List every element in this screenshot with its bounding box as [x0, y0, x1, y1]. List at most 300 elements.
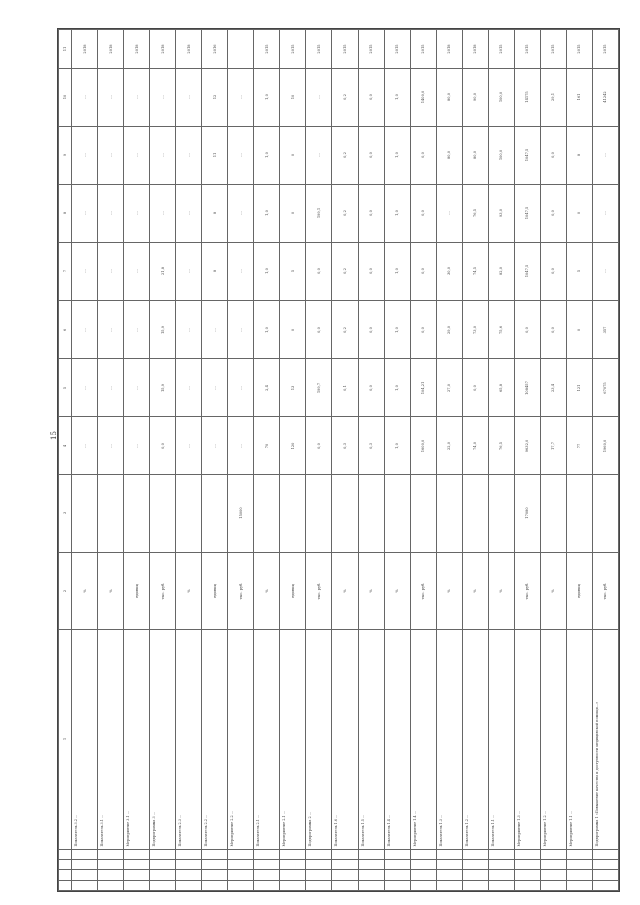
- cell-text: 120: [290, 442, 295, 450]
- index-cell: [150, 880, 176, 890]
- cell-text: тыс. руб.: [160, 582, 165, 600]
- index-cell: [202, 870, 228, 880]
- row-index-cell: [59, 849, 72, 859]
- table-cell-v8: [384, 30, 410, 69]
- cell-text: …: [238, 385, 243, 390]
- table-cell-v2: [384, 359, 410, 417]
- cell-text: 11: [212, 153, 217, 158]
- table-cell-v5: [514, 184, 540, 242]
- table-cell-code: [124, 475, 150, 552]
- table-cell-code: [202, 475, 228, 552]
- table-cell-v1: [254, 417, 280, 475]
- index-cell: [176, 870, 202, 880]
- cell-text: …: [186, 153, 191, 158]
- table-cell-v3: [540, 301, 566, 359]
- cell-text: 27,0: [447, 383, 452, 392]
- table-cell-desc: [72, 630, 98, 849]
- table-cell-v4: [462, 242, 488, 300]
- table-cell-v5: [592, 184, 618, 242]
- cell-text: …: [108, 269, 113, 274]
- cell-text: 108457: [525, 380, 530, 395]
- cell-text: %: [342, 589, 347, 593]
- cell-text: 1,0: [394, 268, 399, 275]
- cell-text: …: [238, 327, 243, 332]
- table-cell-v6: [72, 126, 98, 184]
- table-cell-desc: [150, 630, 176, 849]
- table-cell-v2: [332, 359, 358, 417]
- cell-text: 0,0: [368, 326, 373, 333]
- cell-text: 41242: [603, 91, 608, 103]
- document-sheet: [57, 28, 620, 892]
- index-cell: [384, 880, 410, 890]
- table-row: [59, 417, 619, 475]
- row-index-cell: [59, 68, 72, 126]
- cell-text: Подпрограмма 3 …: [152, 812, 157, 847]
- table-cell-unit: [332, 552, 358, 629]
- table-cell-v4: [436, 242, 462, 300]
- table-cell-v2: [462, 359, 488, 417]
- index-cell: [124, 849, 150, 859]
- cell-text: 0,0: [368, 384, 373, 391]
- cell-text: …: [134, 327, 139, 332]
- table-cell-v5: [566, 184, 592, 242]
- index-cell: [306, 870, 332, 880]
- table-cell-v8: [72, 30, 98, 69]
- table-cell-v1: [72, 417, 98, 475]
- table-cell-code: [72, 475, 98, 552]
- index-cell: [254, 859, 280, 869]
- table-cell-desc: [462, 630, 488, 849]
- cell-text: 1,0: [264, 94, 269, 101]
- cell-text: 0,0: [551, 152, 556, 159]
- table-cell-code: [540, 475, 566, 552]
- index-cell: [462, 859, 488, 869]
- index-cell: [514, 859, 540, 869]
- table-cell-v3: [566, 301, 592, 359]
- cell-text: 30,0: [447, 267, 452, 276]
- cell-text: …: [447, 211, 452, 216]
- row-index-cell: [59, 880, 72, 890]
- table-cell-v1: [462, 417, 488, 475]
- index-cell: [358, 880, 384, 890]
- table-cell-v1: [358, 417, 384, 475]
- table-cell-v1: [488, 417, 514, 475]
- table-row: [59, 552, 619, 629]
- index-cell: [202, 880, 228, 890]
- cell-text: единиц: [290, 584, 295, 598]
- cell-text: …: [108, 385, 113, 390]
- cell-text: 0,0: [316, 326, 321, 333]
- index-cell: [462, 849, 488, 859]
- cell-text: 8: [212, 212, 217, 215]
- cell-text: Подпрограмма 2 …: [308, 812, 313, 847]
- table-cell-v3: [384, 301, 410, 359]
- table-cell-v7: [228, 68, 254, 126]
- cell-text: …: [134, 211, 139, 216]
- table-cell-unit: [254, 552, 280, 629]
- table-cell-v3: [202, 301, 228, 359]
- index-cell: [358, 870, 384, 880]
- table-cell-v7: [280, 68, 306, 126]
- table-cell-v2: [280, 359, 306, 417]
- table-cell-v1: [280, 417, 306, 475]
- cell-text: 1,0: [264, 268, 269, 275]
- table-cell-v5: [332, 184, 358, 242]
- table-cell-v1: [592, 417, 618, 475]
- table-cell-v4: [150, 242, 176, 300]
- table-cell-v7: [358, 68, 384, 126]
- cell-text: 82,0: [499, 267, 504, 276]
- cell-text: …: [238, 443, 243, 448]
- cell-text: 0,3: [368, 442, 373, 449]
- table-cell-v3: [228, 301, 254, 359]
- cell-text: …: [186, 327, 191, 332]
- table-cell-v2: [176, 359, 202, 417]
- cell-text: тыс. руб.: [603, 582, 608, 600]
- cell-text: 93,0: [499, 209, 504, 218]
- cell-text: …: [82, 153, 87, 158]
- cell-text: 0,0: [551, 326, 556, 333]
- cell-text: 2018: [134, 44, 139, 54]
- table-cell-v1: [514, 417, 540, 475]
- index-cell: [124, 859, 150, 869]
- index-cell: [176, 880, 202, 890]
- table-cell-code: [410, 475, 436, 552]
- index-cell: [436, 859, 462, 869]
- cell-text: единиц: [577, 584, 582, 598]
- table-cell-v1: [124, 417, 150, 475]
- index-cell: [540, 880, 566, 890]
- cell-text: 2018: [82, 44, 87, 54]
- table-cell-v1: [228, 417, 254, 475]
- table-cell-v2: [150, 359, 176, 417]
- cell-text: 2015: [264, 44, 269, 54]
- cell-text: 9632,0: [525, 439, 530, 453]
- table-cell-desc: [332, 630, 358, 849]
- cell-text: 80,0: [447, 151, 452, 160]
- index-cell: [254, 849, 280, 859]
- cell-text: 0,2: [342, 210, 347, 217]
- table-cell-v4: [488, 242, 514, 300]
- cell-text: 0,2: [342, 94, 347, 101]
- table-cell-v6: [358, 126, 384, 184]
- cell-text: 90,0: [473, 93, 478, 102]
- table-cell-v4: [384, 242, 410, 300]
- table-cell-v8: [98, 30, 124, 69]
- cell-text: 0,2: [342, 326, 347, 333]
- cell-text: Показатель 2.1 …: [256, 814, 261, 847]
- index-cell: [592, 849, 618, 859]
- cell-text: %: [473, 589, 478, 593]
- cell-text: тыс. руб.: [421, 582, 426, 600]
- table-cell-desc: [566, 630, 592, 849]
- index-strip-row: [59, 849, 619, 859]
- table-cell-code: [436, 475, 462, 552]
- cell-text: 5: [290, 270, 295, 273]
- table-cell-v6: [98, 126, 124, 184]
- cell-text: 15,9: [160, 383, 165, 392]
- cell-text: 0,0: [421, 152, 426, 159]
- cell-text: 12: [212, 94, 217, 100]
- table-cell-unit: [176, 552, 202, 629]
- table-cell-v8: [358, 30, 384, 69]
- index-cell: [254, 870, 280, 880]
- index-cell: [488, 849, 514, 859]
- table-cell-v7: [98, 68, 124, 126]
- table-cell-unit: [488, 552, 514, 629]
- table-cell-v7: [306, 68, 332, 126]
- cell-text: %: [264, 589, 269, 593]
- table-cell-unit: [436, 552, 462, 629]
- cell-text: 0,0: [160, 442, 165, 449]
- index-cell: [514, 849, 540, 859]
- index-cell: [202, 849, 228, 859]
- table-cell-v8: [332, 30, 358, 69]
- cell-text: 0,0: [473, 384, 478, 391]
- index-cell: [332, 859, 358, 869]
- cell-text: 67075: [603, 381, 608, 394]
- cell-text: 2016: [212, 44, 217, 54]
- cell-text: …: [212, 443, 217, 448]
- table-cell-v4: [202, 242, 228, 300]
- table-row: [59, 359, 619, 417]
- table-cell-desc: [306, 630, 332, 849]
- table-cell-v3: [150, 301, 176, 359]
- table-cell-v7: [202, 68, 228, 126]
- cell-text: 2,4: [264, 384, 269, 391]
- index-cell: [332, 870, 358, 880]
- index-cell: [410, 880, 436, 890]
- table-cell-unit: [540, 552, 566, 629]
- table-cell-unit: [72, 552, 98, 629]
- index-cell: [384, 849, 410, 859]
- table-cell-desc: [98, 630, 124, 849]
- table-cell-v6: [254, 126, 280, 184]
- cell-text: 2015: [499, 44, 504, 54]
- cell-text: 2018: [447, 44, 452, 54]
- table-cell-v1: [176, 417, 202, 475]
- table-cell-unit: [514, 552, 540, 629]
- table-cell-code: [280, 475, 306, 552]
- table-cell-unit: [280, 552, 306, 629]
- index-cell: [462, 870, 488, 880]
- index-cell: [150, 859, 176, 869]
- cell-text: Показатель 1.5 …: [360, 814, 365, 847]
- table-cell-v8: [176, 30, 202, 69]
- cell-text: 0,0: [551, 210, 556, 217]
- table-cell-v5: [72, 184, 98, 242]
- cell-text: 2015: [290, 44, 295, 54]
- row-index-cell: [59, 552, 72, 629]
- cell-text: 14175: [525, 91, 530, 103]
- table-cell-v6: [462, 126, 488, 184]
- table-cell-desc: [436, 630, 462, 849]
- cell-text: 65,8: [499, 383, 504, 392]
- cell-text: 2015: [525, 44, 530, 54]
- table-cell-v8: [566, 30, 592, 69]
- index-cell: [228, 870, 254, 880]
- table-cell-v7: [488, 68, 514, 126]
- table-cell-unit: [150, 552, 176, 629]
- index-cell: [358, 859, 384, 869]
- cell-text: 1600,0: [421, 439, 426, 453]
- table-cell-v6: [384, 126, 410, 184]
- table-cell-v5: [202, 184, 228, 242]
- table-row: [59, 242, 619, 300]
- table-cell-code: [98, 475, 124, 552]
- cell-text: 21,8: [160, 267, 165, 276]
- cell-text: …: [603, 211, 608, 216]
- cell-text: 2018: [160, 44, 165, 54]
- cell-text: 161: [577, 93, 582, 101]
- table-cell-v8: [462, 30, 488, 69]
- table-cell-v5: [176, 184, 202, 242]
- table-cell-v4: [280, 242, 306, 300]
- index-cell: [98, 859, 124, 869]
- row-index-cell: [59, 242, 72, 300]
- cell-text: …: [316, 95, 321, 100]
- table-cell-v1: [540, 417, 566, 475]
- cell-text: 10: [290, 94, 295, 100]
- index-cell: [566, 870, 592, 880]
- table-cell-v5: [488, 184, 514, 242]
- table-cell-unit: [384, 552, 410, 629]
- table-cell-v3: [462, 301, 488, 359]
- table-cell-v1: [306, 417, 332, 475]
- cell-text: 2018: [473, 44, 478, 54]
- index-cell: [436, 849, 462, 859]
- table-cell-v7: [254, 68, 280, 126]
- table-cell-v4: [306, 242, 332, 300]
- index-cell: [124, 870, 150, 880]
- cell-text: Показатель 1.6 …: [334, 814, 339, 847]
- table-cell-v6: [280, 126, 306, 184]
- cell-text: Показатель 3.2 …: [74, 814, 78, 847]
- cell-text: тыс. руб.: [525, 582, 530, 600]
- table-cell-v7: [410, 68, 436, 126]
- index-cell: [72, 849, 98, 859]
- table-cell-v4: [540, 242, 566, 300]
- index-cell: [280, 880, 306, 890]
- table-cell-v2: [566, 359, 592, 417]
- table-cell-unit: [358, 552, 384, 629]
- cell-text: 2015: [577, 44, 582, 54]
- cell-text: …: [238, 269, 243, 274]
- index-cell: [566, 880, 592, 890]
- cell-text: Показатель 3.1 …: [100, 814, 105, 847]
- table-cell-v5: [150, 184, 176, 242]
- table-cell-v3: [254, 301, 280, 359]
- cell-text: 0: [577, 328, 582, 331]
- table-cell-v7: [176, 68, 202, 126]
- row-index-cell: [59, 475, 72, 552]
- table-cell-v5: [254, 184, 280, 242]
- table-cell-v3: [514, 301, 540, 359]
- table-cell-code: [488, 475, 514, 552]
- table-cell-v3: [280, 301, 306, 359]
- table-cell-v7: [514, 68, 540, 126]
- table-cell-desc: [384, 630, 410, 849]
- table-cell-code: [384, 475, 410, 552]
- index-cell: [280, 859, 306, 869]
- table-cell-v6: [540, 126, 566, 184]
- table-cell-v4: [124, 242, 150, 300]
- cell-text: 15,9: [160, 325, 165, 334]
- table-cell-v7: [592, 68, 618, 126]
- table-cell-v6: [150, 126, 176, 184]
- cell-text: 0,2: [342, 152, 347, 159]
- cell-text: 1,0: [394, 210, 399, 217]
- cell-text: 1,0: [394, 442, 399, 449]
- table-cell-v4: [358, 242, 384, 300]
- cell-text: …: [316, 153, 321, 158]
- cell-text: 0,0: [551, 268, 556, 275]
- table-cell-v2: [72, 359, 98, 417]
- cell-text: …: [212, 385, 217, 390]
- table-cell-v4: [332, 242, 358, 300]
- row-index-cell: [59, 359, 72, 417]
- table-cell-v5: [124, 184, 150, 242]
- table-cell-v6: [332, 126, 358, 184]
- table-cell-v8: [254, 30, 280, 69]
- index-cell: [410, 849, 436, 859]
- cell-text: …: [134, 269, 139, 274]
- table-cell-code: [306, 475, 332, 552]
- index-cell: [540, 849, 566, 859]
- table-cell-v8: [150, 30, 176, 69]
- table-cell-code: [592, 475, 618, 552]
- cell-text: 1047,5: [525, 265, 530, 278]
- cell-text: %: [551, 589, 556, 593]
- table-cell-v1: [384, 417, 410, 475]
- cell-text: 100,0: [499, 92, 504, 103]
- index-cell: [488, 880, 514, 890]
- header-number: 5: [62, 386, 67, 389]
- index-strip-row: [59, 859, 619, 869]
- cell-text: 1,0: [264, 152, 269, 159]
- table-cell-unit: [306, 552, 332, 629]
- index-cell: [540, 870, 566, 880]
- cell-text: Мероприятие 1.4 …: [412, 810, 417, 847]
- table-cell-desc: [254, 630, 280, 849]
- table-cell-v8: [592, 30, 618, 69]
- cell-text: …: [82, 385, 87, 390]
- index-cell: [280, 870, 306, 880]
- cell-text: …: [238, 211, 243, 216]
- table-cell-v5: [98, 184, 124, 242]
- table-cell-v1: [566, 417, 592, 475]
- index-cell: [150, 870, 176, 880]
- cell-text: 17,7: [551, 441, 556, 450]
- cell-text: Мероприятие 1.1 …: [568, 810, 573, 847]
- table-cell-v7: [72, 68, 98, 126]
- index-cell: [488, 870, 514, 880]
- table-cell-v2: [306, 359, 332, 417]
- cell-text: Мероприятие 1.3 …: [516, 810, 521, 847]
- cell-text: 1047,5: [525, 149, 530, 162]
- table-cell-v4: [592, 242, 618, 300]
- table-cell-v6: [514, 126, 540, 184]
- cell-text: Показатель 1.3 …: [438, 814, 443, 847]
- cell-text: 0,2: [342, 268, 347, 275]
- header-number: 11: [62, 46, 67, 52]
- table-cell-v2: [202, 359, 228, 417]
- cell-text: %: [447, 589, 452, 593]
- table-cell-v6: [228, 126, 254, 184]
- table-cell-v1: [436, 417, 462, 475]
- table-body: [58, 29, 619, 891]
- table-cell-v8: [202, 30, 228, 69]
